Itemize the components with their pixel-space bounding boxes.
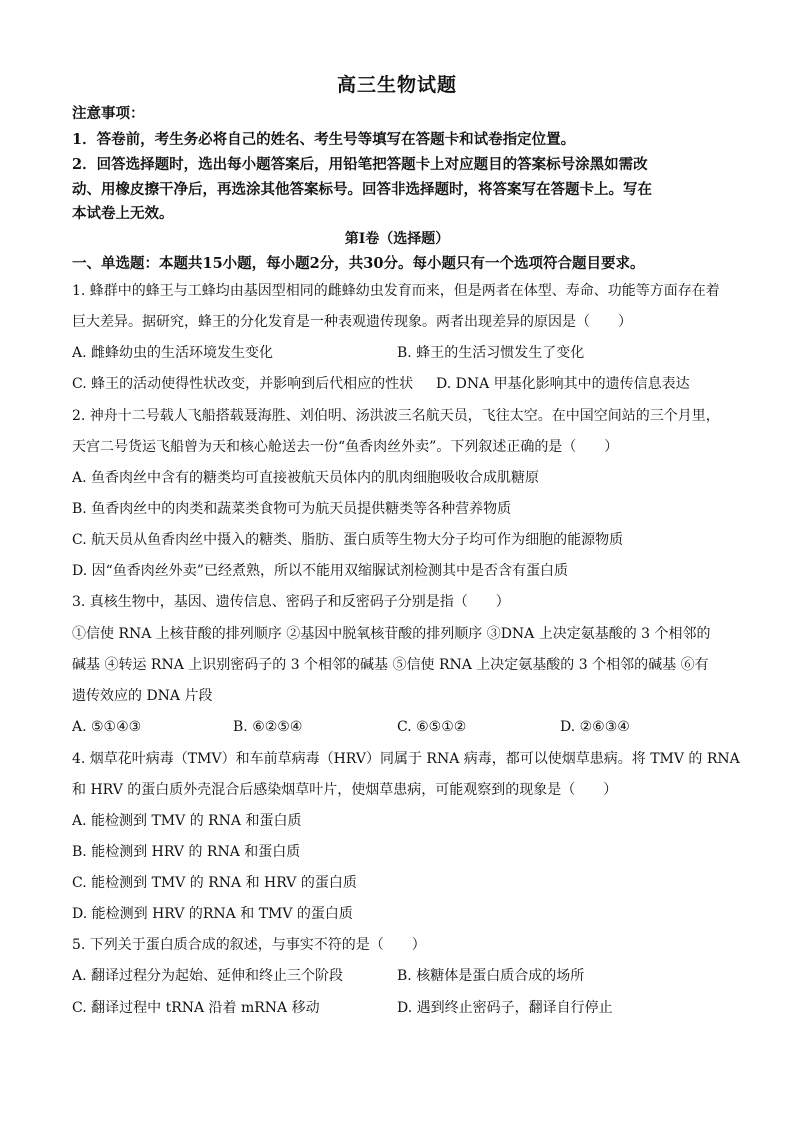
q2-option-a: A. 鱼香肉丝中含有的糖类均可直接被航天员体内的肌肉细胞吸收合成肌糖原	[72, 470, 540, 486]
q1-option-a: A. 雌蜂幼虫的生活环境发生变化	[72, 345, 274, 361]
q5-stem-line-1: 5. 下列关于蛋白质合成的叙述，与事实不符的是（ ）	[72, 937, 426, 953]
q3-option-c: C. ⑥⑤①②	[397, 719, 467, 735]
q4-option-b: B. 能检测到 HRV 的 RNA 和蛋白质	[72, 844, 301, 860]
q2-stem-line-2: 天宫二号货运飞船曾为天和核心舱送去一份“鱼香肉丝外卖”。下列叙述正确的是（ ）	[72, 439, 619, 455]
q5-option-b: B. 核糖体是蛋白质合成的场所	[397, 968, 585, 984]
part1-heading: 一、单选题：本题共15小题，每小题2分，共30分。每小题只有一个选项符合题目要求。	[72, 255, 645, 272]
q1-stem-line-2: 巨大差异。据研究，蜂王的分化发育是一种表观遗传现象。两者出现差异的原因是（ ）	[72, 314, 632, 330]
q5-option-c: C. 翻译过程中 tRNA 沿着 mRNA 移动	[72, 1000, 320, 1016]
q3-option-b: B. ⑥②⑤④	[233, 719, 303, 735]
page-title: 高三生物试题	[336, 74, 457, 96]
q3-stem-line-1: 3. 真核生物中，基因、遗传信息、密码子和反密码子分别是指（ ）	[72, 594, 510, 610]
q3-stem-line-2: ①信使 RNA 上核苷酸的排列顺序 ②基因中脱氧核苷酸的排列顺序 ③DNA 上决定氨基酸的 3 个相邻的	[72, 626, 711, 642]
q4-option-a: A. 能检测到 TMV 的 RNA 和蛋白质	[72, 813, 302, 829]
q1-stem-line-1: 1. 蜂群中的蜂王与工蜂均由基因型相同的雌蜂幼虫发育而来，但是两者在体型、寿命、功能等方面存在着	[72, 283, 720, 299]
q2-option-c: C. 航天员从鱼香肉丝中摄入的糖类、脂肪、蛋白质等生物大分子均可作为细胞的能源物质	[72, 532, 624, 548]
q1-option-d: D. DNA 甲基化影响其中的遗传信息表达	[436, 376, 690, 392]
q4-option-c: C. 能检测到 TMV 的 RNA 和 HRV 的蛋白质	[72, 875, 357, 891]
q3-option-a: A. ⑤①④③	[72, 719, 142, 735]
q2-stem-line-1: 2. 神舟十二号载人飞船搭载聂海胜、刘伯明、汤洪波三名航天员，飞往太空。在中国空间站的三个月里，	[72, 408, 720, 424]
q2-option-b: B. 鱼香肉丝中的肉类和蔬菜类食物可为航天员提供糖类等各种营养物质	[72, 501, 512, 517]
q1-option-c: C. 蜂王的活动使得性状改变，并影响到后代相应的性状	[72, 376, 414, 392]
q4-stem-line-2: 和 HRV 的蛋白质外壳混合后感染烟草叶片，使烟草患病，可能观察到的现象是（ ）	[72, 782, 618, 798]
notice-item-2-line-1: 2．回答选择题时，选出每小题答案后，用铅笔把答题卡上对应题目的答案标号涂黑如需改	[72, 156, 648, 173]
notice-item-2-line-3: 本试卷上无效。	[72, 205, 174, 222]
q3-stem-line-4: 遗传效应的 DNA 片段	[72, 688, 213, 704]
notice-heading: 注意事项：	[72, 105, 145, 122]
q4-option-d: D. 能检测到 HRV 的RNA 和 TMV 的蛋白质	[72, 906, 353, 922]
notice-item-2-line-2: 动、用橡皮擦干净后，再选涂其他答案标号。回答非选择题时，将答案写在答题卡上。写在	[72, 181, 652, 198]
q5-option-a: A. 翻译过程分为起始、延伸和终止三个阶段	[72, 968, 344, 984]
q1-option-b: B. 蜂王的生活习惯发生了变化	[397, 345, 585, 361]
section-title: 第Ⅰ卷（选择题）	[344, 231, 450, 247]
q5-option-d: D. 遇到终止密码子，翻译自行停止	[397, 1000, 613, 1016]
q2-option-d: D. 因“鱼香肉丝外卖”已经煮熟，所以不能用双缩脲试剂检测其中是否含有蛋白质	[72, 563, 568, 579]
q4-stem-line-1: 4. 烟草花叶病毒（TMV）和车前草病毒（HRV）同属于 RNA 病毒，都可以使烟草患病。将 TMV 的 RNA	[72, 751, 740, 767]
notice-item-1: 1．答卷前，考生务必将自己的姓名、考生号等填写在答题卡和试卷指定位置。	[72, 131, 576, 148]
q3-option-d: D. ②⑥③④	[560, 719, 630, 735]
q3-stem-line-3: 碱基 ④转运 RNA 上识别密码子的 3 个相邻的碱基 ⑤信使 RNA 上决定氨基酸的 3 个相邻的碱基 ⑥有	[72, 657, 709, 673]
